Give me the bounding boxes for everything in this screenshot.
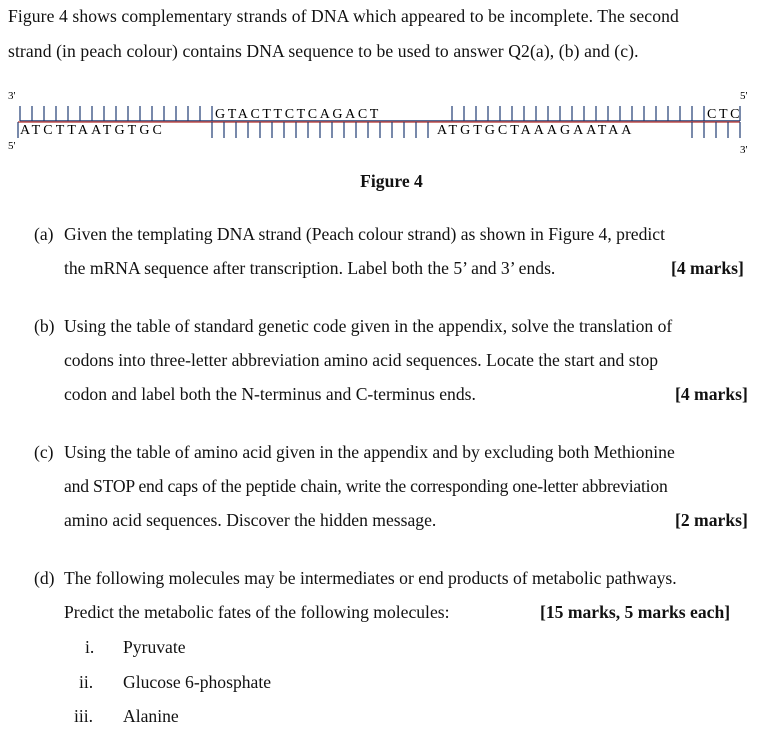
question-d-label: (d) <box>34 568 55 588</box>
question-d-item-1-text: Pyruvate <box>123 637 186 657</box>
top-sequence-1: GTACTTCTCAGACT <box>215 107 381 122</box>
question-b-line-3: codon and label both the N-terminus and C-terminus ends. <box>64 384 476 404</box>
dna-figure <box>0 85 783 160</box>
question-b-marks: [4 marks] <box>675 384 748 404</box>
question-d-marks: [15 marks, 5 marks each] <box>540 602 731 622</box>
question-c-line-1: Using the table of amino acid given in the appendix and by excluding both Methionine <box>64 442 675 462</box>
question-b-line-2: codons into three-letter abbreviation amino acid sequences. Locate the start and stop <box>64 350 659 370</box>
question-c-line-2: and STOP end caps of the peptide chain, write the corresponding one-letter abbreviation <box>64 476 668 496</box>
top-sequence-2: CTC <box>707 107 743 122</box>
question-c-label: (c) <box>34 442 54 462</box>
question-d-item-2-text: Glucose 6-phosphate <box>123 672 272 692</box>
question-c-line-3: amino acid sequences. Discover the hidden message. <box>64 510 437 530</box>
question-b-line-1: Using the table of standard genetic code given in the appendix, solve the translation of <box>64 316 673 336</box>
question-d-item-3-number: iii. <box>74 706 94 726</box>
question-d-line-2: Predict the metabolic fates of the following molecules: <box>64 602 450 622</box>
question-d-item-3-text: Alanine <box>123 706 179 726</box>
bottom-sequence-1: ATCTTAATGTGC <box>20 123 165 138</box>
bottom-right-end-label: 3' <box>740 144 748 156</box>
top-right-end-label: 5' <box>740 90 748 102</box>
bottom-sequence-2: ATGTGCTAAAGAATAA <box>437 123 635 138</box>
top-left-end-label: 3' <box>8 90 16 102</box>
question-a-line-2: the mRNA sequence after transcription. Label both the 5’ and 3’ ends. <box>64 258 556 278</box>
bottom-left-end-label: 5' <box>8 140 16 152</box>
question-a-line-1: Given the templating DNA strand (Peach colour strand) as shown in Figure 4, predict <box>64 224 665 244</box>
intro-line-2: strand (in peach colour) contains DNA sequence to be used to answer Q2(a), (b) and (c). <box>8 41 639 61</box>
question-a-label: (a) <box>34 224 54 244</box>
question-c-marks: [2 marks] <box>675 510 748 530</box>
question-a-marks: [4 marks] <box>671 258 744 278</box>
question-d-item-1-number: i. <box>85 637 95 657</box>
intro-line-1: Figure 4 shows complementary strands of DNA which appeared to be incomplete. The second <box>8 6 679 26</box>
figure-caption: Figure 4 <box>360 171 423 191</box>
question-d-item-2-number: ii. <box>79 672 94 692</box>
question-b-label: (b) <box>34 316 55 336</box>
question-d-line-1: The following molecules may be intermediates or end products of metabolic pathways. <box>64 568 677 588</box>
